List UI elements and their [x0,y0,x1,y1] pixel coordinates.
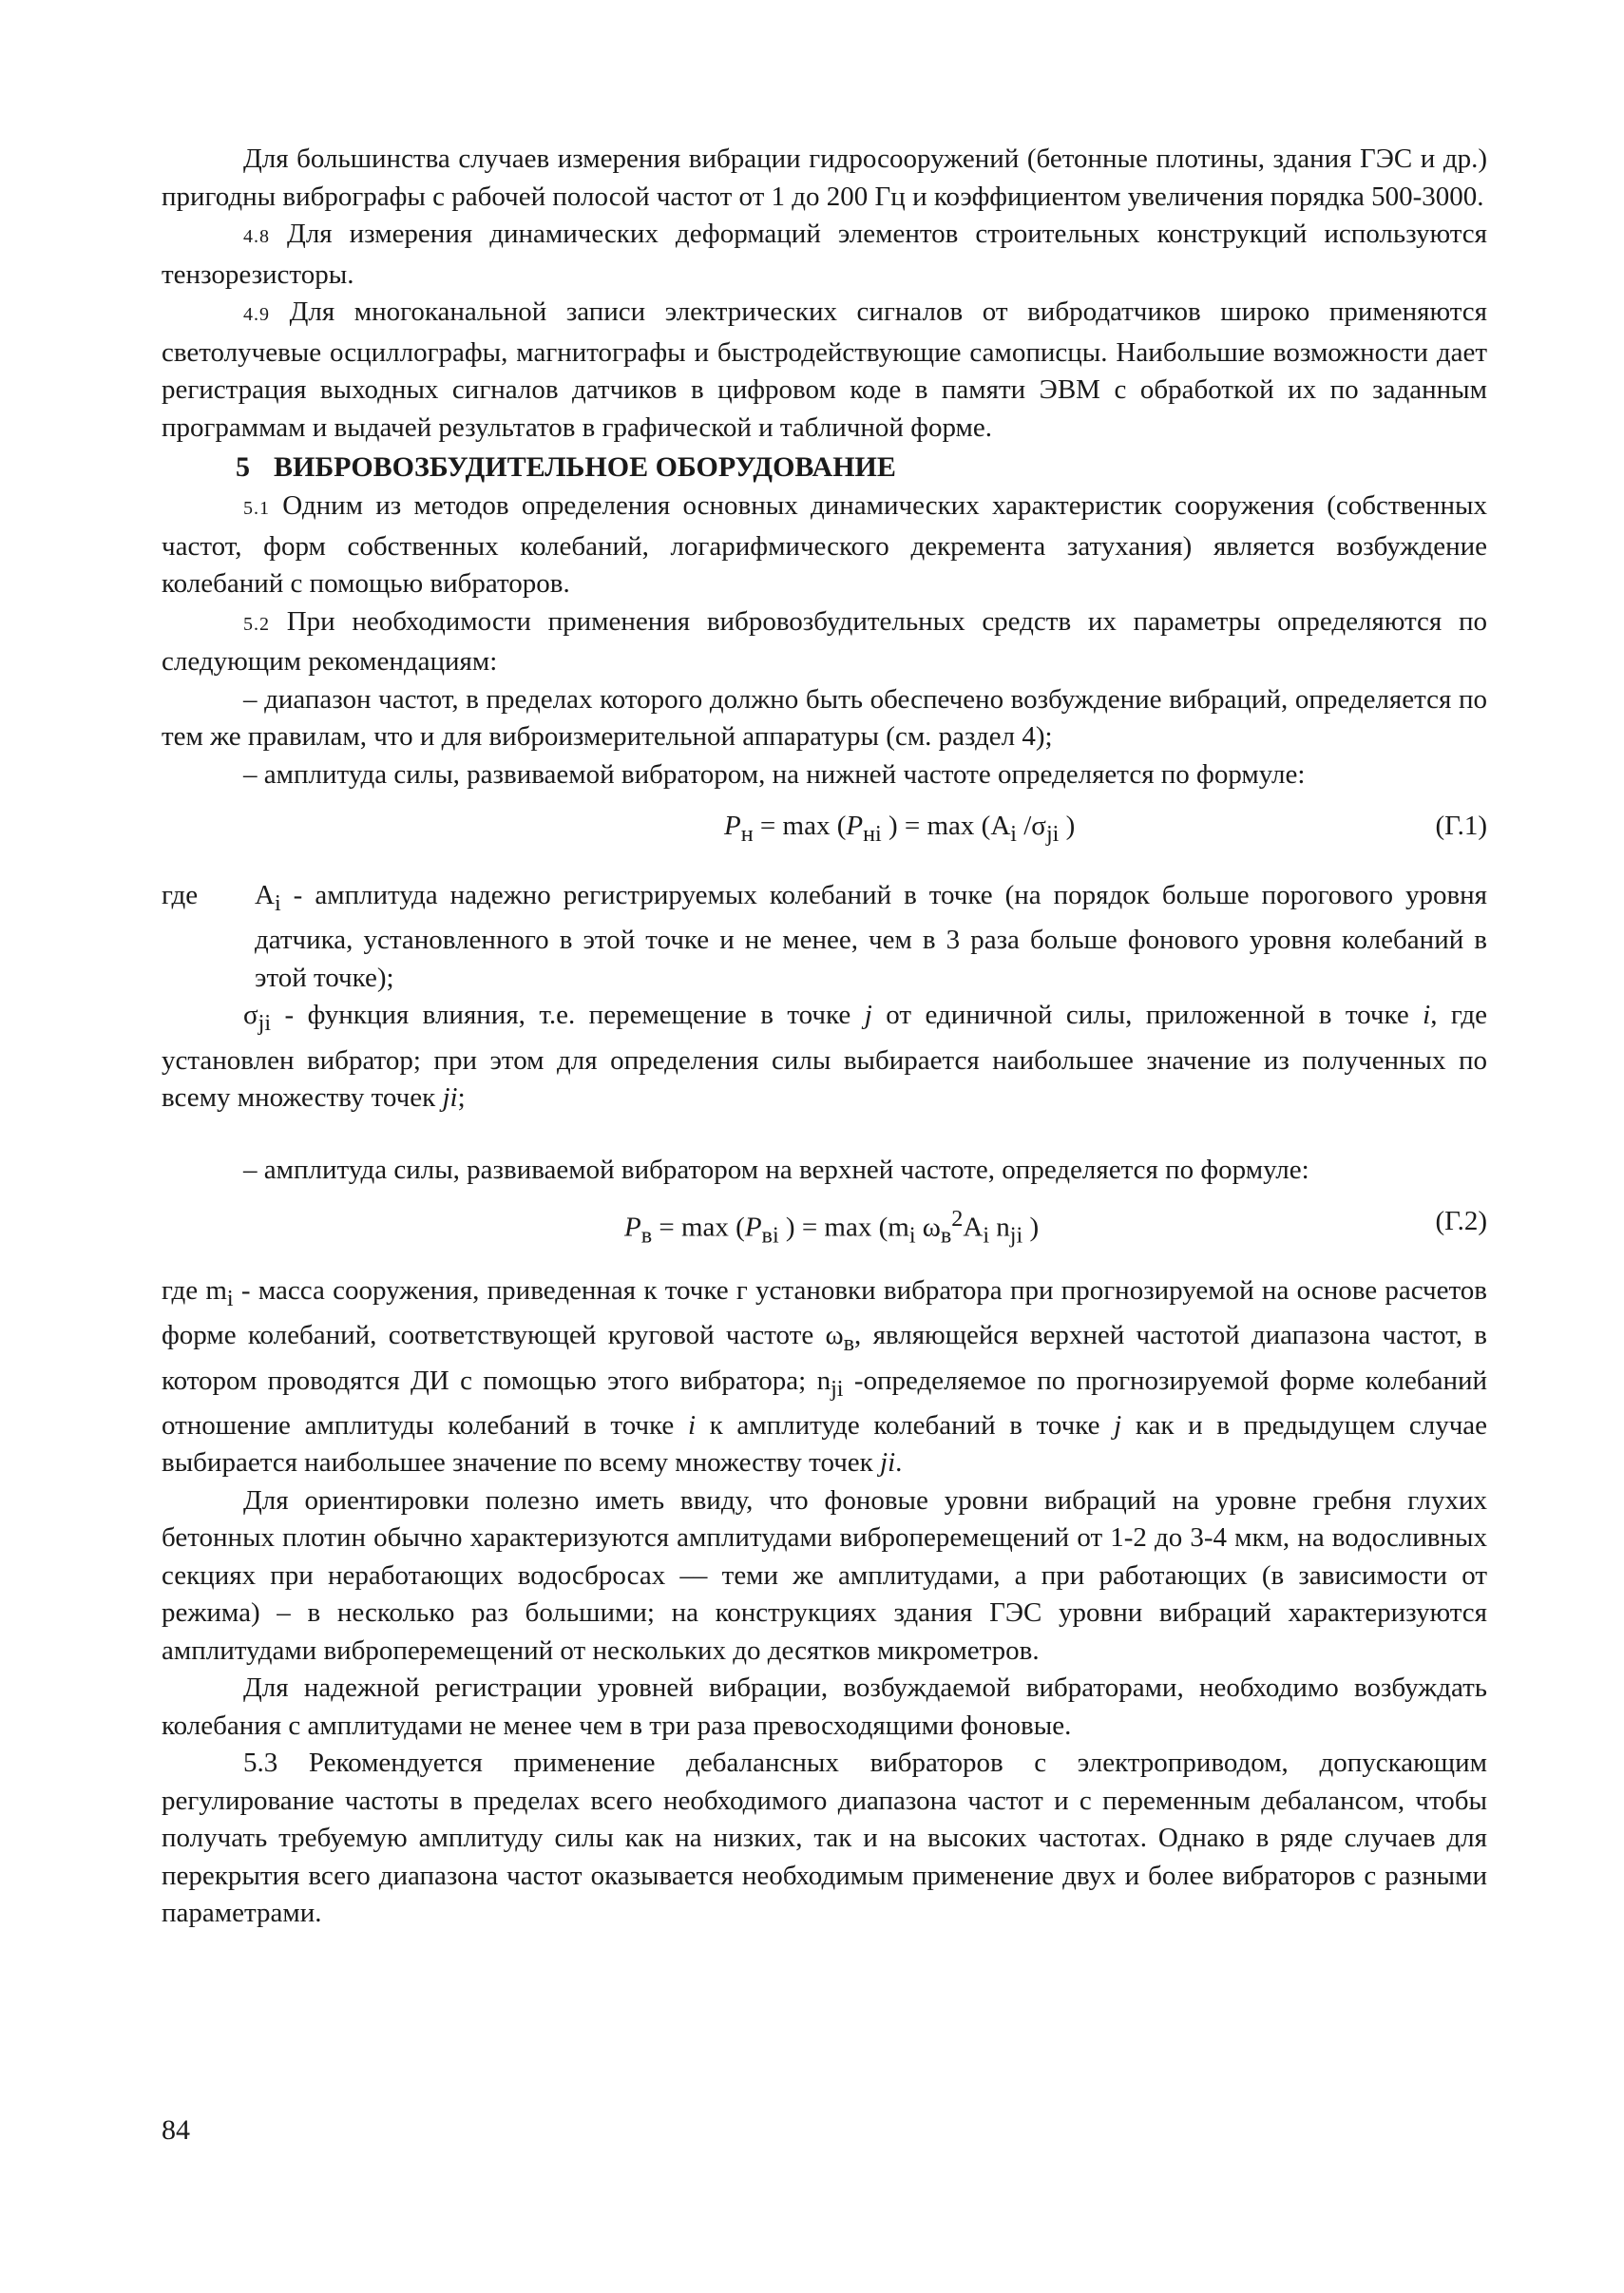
section-number: 4.8 [243,226,270,247]
section-number: 4.9 [243,304,270,325]
formula-g1 [162,793,1487,852]
page-body [162,141,1487,1933]
paragraph-orientation: Для ориентировки полезно иметь ввиду, что фоновые уровни вибраций на уровне гребня глухих бетонных плотин обычно характеризуются амплитудами виброперемещений от 1-2 до 3-4 мкм, на водосливных секциях при неработающих водосбросах –– теми же амплитудами, а при работающих (в зависимости от режима) – в несколько раз большими; на конструкциях здания ГЭС уровни вибраций характеризуются амплитудами виброперемещений от нескольких до десятков микрометров. [162,1484,1487,1666]
mass-label: где [162,1275,199,1307]
section-number: 5.1 [243,498,270,519]
influence-text-a: - функция влияния, т.е. перемещение в точке [284,1000,851,1031]
where-amplitude: где $A_i$ - амплитуда надежно регистрируемых колебаний в точке (на порядок больше порогового уровня датчика, установленного в этой точке и не менее, чем в 3 раза больше фонового уровня колебаний в этой точке); [162,877,1487,997]
bullet-lower-frequency: – амплитуда силы, развиваемой вибратором, на нижней частоте определяется по формуле: [243,758,1306,790]
paragraph-4-8 [162,216,1487,294]
paragraph-text: Одним из методов определения основных динамических характеристик сооружения (собственных частот, форм собственных колебаний, логарифмического декремента затухания) является возбуждение колебаний с помощью вибраторов. [162,490,1488,599]
influence-text-c: , где установлен вибратор; при этом для определения силы выбирается наибольшее значение из полученных по всему множеству точек [162,1000,1487,1114]
page-number: 84 [162,2114,190,2146]
paragraph-text: При необходимости применения вибровозбудительных средств их параметры определяются по следующим рекомендациям: [162,605,1487,677]
paragraph-5-1 [162,487,1487,603]
paragraph-5-3: 5.3 Рекомендуется применение дебалансных вибраторов с электроприводом, допускающим регулирование частоты в пределах всего необходимого диапазона частот и с переменным дебалансом, чтобы получать требуемую амплитуду силы как на низких, так и на высоких частотах. Однако в ряде случаев для перекрытия всего диапазона частот оказывается необходимым применение двух и более вибраторов с разными параметрами. [162,1748,1487,1929]
paragraph-vibrographs: Для большинства случаев измерения вибрации гидросооружений (бетонные плотины, здания ГЭС и др.) пригодны вибрографы с рабочей полосой частот от 1 до 200 Гц и коэффициентом увеличения порядка 500-3000. [162,143,1487,212]
where-mass: где $m_i$ - масса сооружения, приведенная к точке г установки вибратора при прогнозируемой на основе расчетов форме колебаний, соответствующей круговой частоте $\omega_в$, являющейся верхней частотой диапазона частот, в котором проводятся ДИ с помощью этого вибратора; $n_{ji}$ -определяемое по прогнозируемой форме колебаний отношение амплитуды колебаний в точке i к амплитуде колебаний в точке j как и в предыдущем случае выбирается наибольшее значение по всему множеству точек ji. [162,1275,1488,1479]
mass-text-d: -определяемое по прогнозируемой форме колебаний отношение амплитуды колебаний в точке [162,1365,1488,1441]
formula-g2-expression: $P_в = \max (P_{вi}$ ) = $\max (m_i$ $\omega_в^2A_i$ $n_{ji}$ ) [624,1206,1040,1249]
where-label: где [162,880,199,910]
formula-g1-expression: $P_н = \max (P_{нi}$ ) = $\max (A_i$ $/\sigma_{ji}$ ) [724,811,1076,847]
where-influence-function: $\sigma_{ji}$ - функция влияния, т.е. перемещение в точке j от единичной силы, приложенной в точке i, где установлен вибратор; при этом для определения силы выбирается наибольшее значение из полученных по всему множеству точек ji; [162,1000,1487,1114]
section-number: 5.2 [243,613,270,635]
where-amplitude-text: - амплитуда надежно регистрируемых колебаний в точке (на порядок больше порогового уровня датчика, установленного в этой точке и не менее, чем в 3 раза больше фонового уровня колебаний в этой точке); [255,880,1487,993]
spacer [162,1118,1487,1152]
formula-g2-number: (Г.2) [1435,1206,1487,1237]
paragraph-5-2 [162,603,1487,681]
bullet-upper-frequency: – амплитуда силы, развиваемой вибратором на верхней частоте, определяется по формуле: [243,1154,1309,1185]
paragraph-4-9 [162,294,1487,447]
mass-text-b: - масса сооружения, приведенная к точке г установки вибратора при прогнозируемой на основе расчетов форме колебаний, соответствующей круговой частоте [162,1275,1487,1351]
influence-text-b: от единичной силы, приложенной в точке [886,1000,1409,1031]
mass-text-e: к амплитуде колебаний в точке [709,1409,1100,1441]
formula-g1-number: (Г.1) [1435,811,1487,841]
heading-title: ВИБРОВОЗБУДИТЕЛЬНОЕ ОБОРУДОВАНИЕ [274,451,896,483]
mass-text-c: , являющейся верхней частотой диапазона частот, в котором проводятся ДИ с помощью этого вибратора; [162,1320,1488,1396]
paragraph-text: Для измерения динамических деформаций элементов строительных конструкций используются тензорезисторы. [162,219,1488,290]
bullet-frequency-range: – диапазон частот, в пределах которого должно быть обеспечено возбуждение вибраций, определяется по тем же правилам, что и для виброизмерительной аппаратуры (см. раздел 4); [162,683,1487,752]
section-heading [162,449,1487,487]
heading-number: 5 [236,451,250,483]
mass-text-f: как и в предыдущем случае выбирается наибольшее значение по всему множеству точек [162,1409,1488,1479]
formula-g2 [162,1189,1487,1248]
paragraph-text: Для многоканальной записи электрических сигналов от вибродатчиков широко применяются светолучевые осциллографы, магнитографы и быстродействующие самописцы. Наибольшие возможности дает регистрация выходных сигналов датчиков в цифровом коде в памяти ЭВМ с обработкой их по заданным программам и выдачей результатов в графической и табличной форме. [162,296,1488,443]
paragraph-reliable-registration: Для надежной регистрации уровней вибрации, возбуждаемой вибраторами, необходимо возбуждать колебания с амплитудами не менее чем в три раза превосходящими фоновые. [162,1672,1487,1741]
